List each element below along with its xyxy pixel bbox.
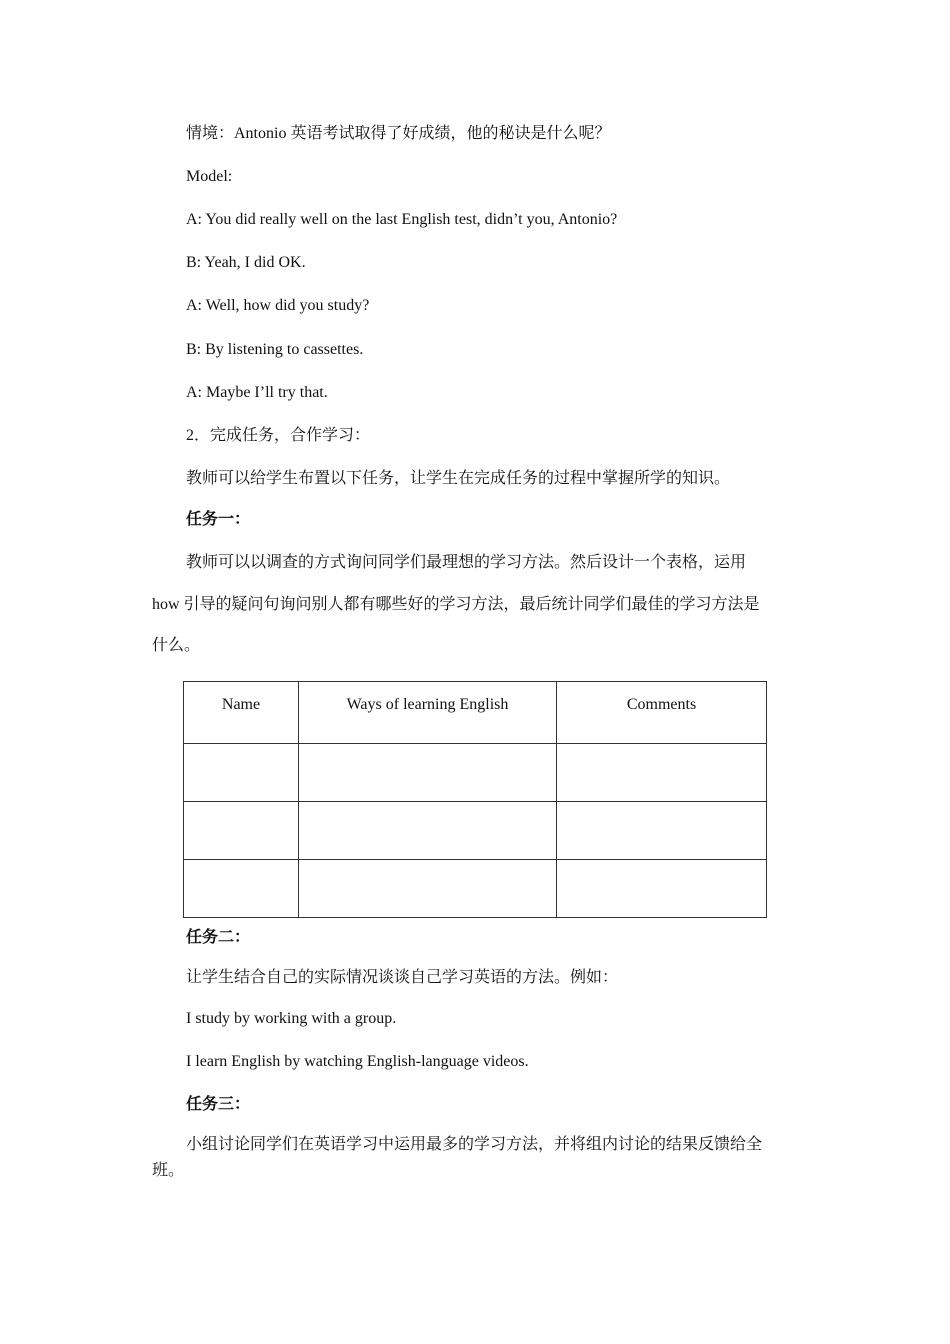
table-cell <box>184 802 299 860</box>
header-ways: Ways of learning English <box>299 682 557 744</box>
task2-example2: I learn English by watching English-language videos. <box>186 1053 529 1070</box>
task3-line1: 小组讨论同学们在英语学习中运用最多的学习方法，并将组内讨论的结果反馈给全 <box>186 1136 763 1153</box>
table-cell <box>184 860 299 918</box>
step2-heading: 2．完成任务，合作学习： <box>186 427 371 444</box>
table-row <box>184 744 767 802</box>
task2-example1: I study by working with a group. <box>186 1010 397 1027</box>
task2-title: 任务二： <box>186 929 251 946</box>
table-row <box>184 802 767 860</box>
table-cell <box>557 744 767 802</box>
table-cell <box>299 860 557 918</box>
header-name: Name <box>184 682 299 744</box>
table-cell <box>557 802 767 860</box>
survey-table <box>183 681 767 918</box>
task3-title: 任务三： <box>186 1096 251 1113</box>
task2-desc: 让学生结合自己的实际情况谈谈自己学习英语的方法。例如： <box>186 969 619 986</box>
header-comments: Comments <box>557 682 767 744</box>
dialogue-b1: B: Yeah, I did OK. <box>186 254 306 271</box>
task1-para-line3: 什么。 <box>152 637 201 654</box>
table-row <box>184 860 767 918</box>
table-cell <box>299 744 557 802</box>
dialogue-b2: B: By listening to cassettes. <box>186 341 364 358</box>
dialogue-a2: A: Well, how did you study? <box>186 297 370 314</box>
task3-line2: 班。 <box>152 1162 185 1179</box>
dialogue-a3: A: Maybe I’ll try that. <box>186 384 328 401</box>
situation-line: 情境：Antonio 英语考试取得了好成绩，他的秘诀是什么呢？ <box>186 125 611 142</box>
task1-para-line2: how 引导的疑问句询问别人都有哪些好的学习方法，最后统计同学们最佳的学习方法是 <box>152 596 760 613</box>
model-label: Model: <box>186 168 233 185</box>
dialogue-a1: A: You did really well on the last English test, didn’t you, Antonio? <box>186 211 618 228</box>
table-cell <box>557 860 767 918</box>
table-cell <box>184 744 299 802</box>
task1-para-line1: 教师可以以调查的方式询问同学们最理想的学习方法。然后设计一个表格，运用 <box>186 554 747 571</box>
table-header-row <box>184 682 767 744</box>
intro-text: 教师可以给学生布置以下任务，让学生在完成任务的过程中掌握所学的知识。 <box>186 470 731 487</box>
table-cell <box>299 802 557 860</box>
task1-title: 任务一： <box>186 511 251 528</box>
